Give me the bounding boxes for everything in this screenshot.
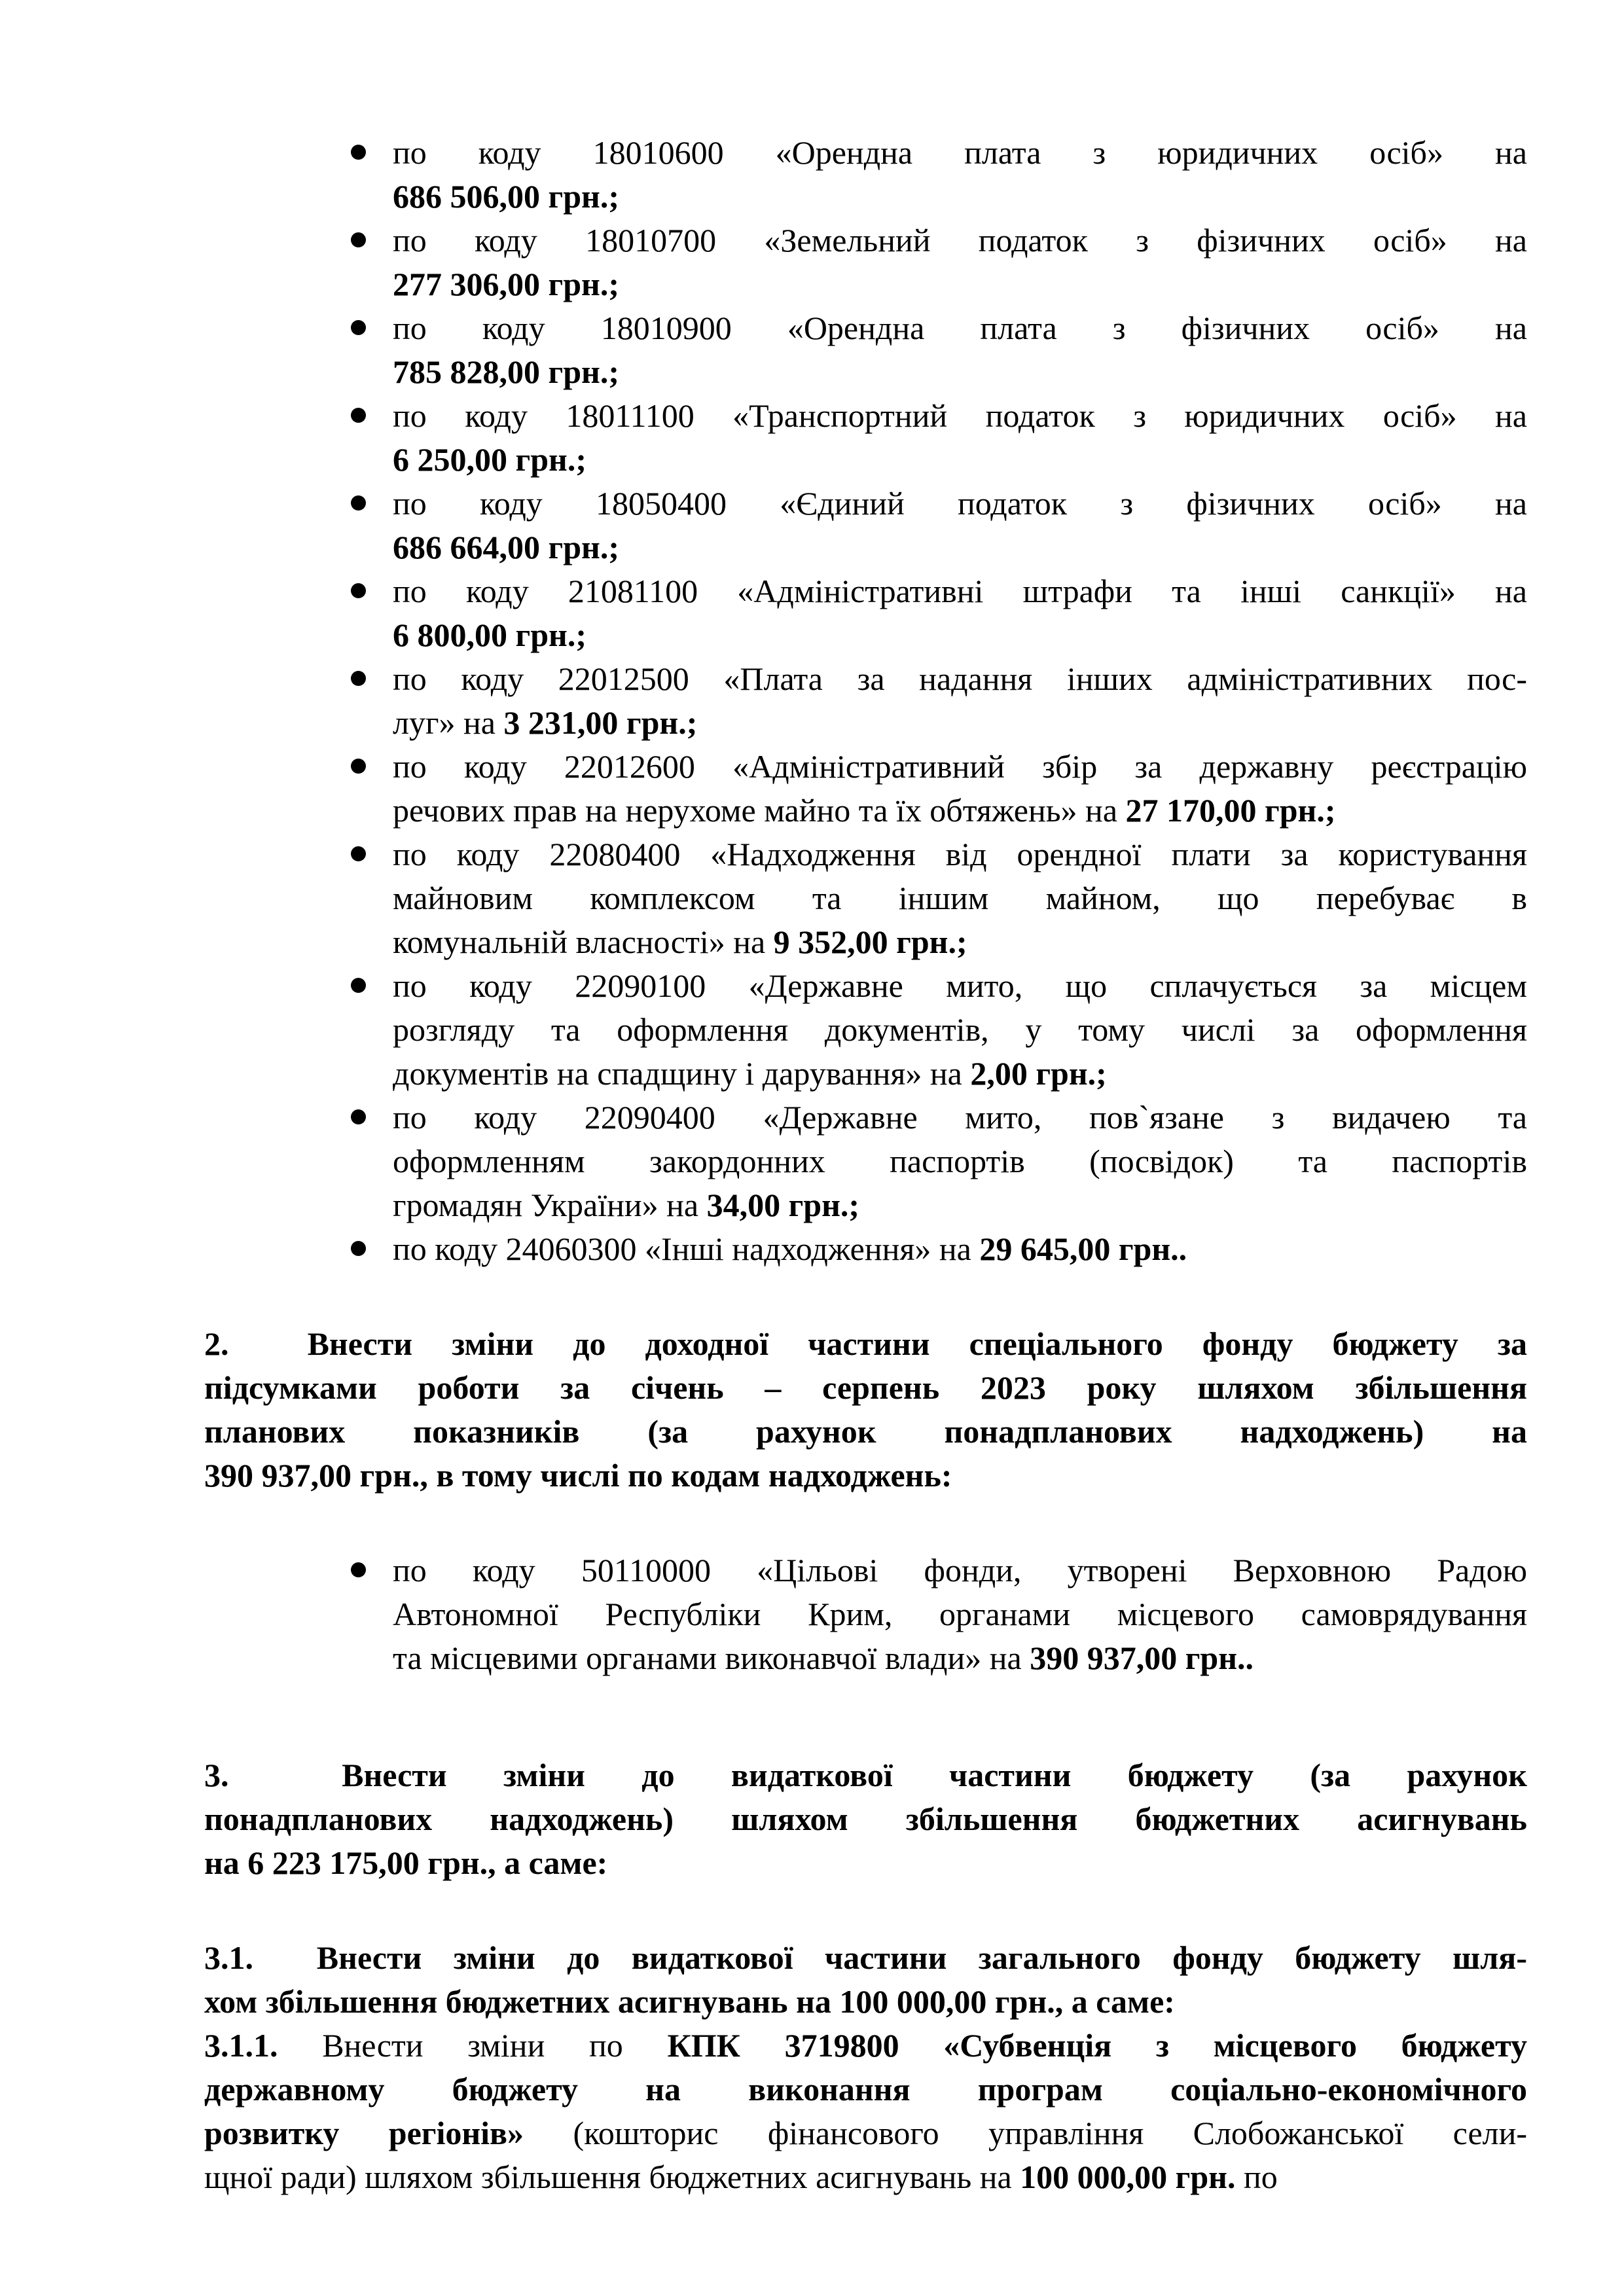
bullet-icon bbox=[351, 495, 366, 511]
paragraph bbox=[204, 2024, 1527, 2199]
text-line bbox=[393, 1139, 1527, 1183]
text-segment: по коду 22012500 «Плата за надання інших адміністративних пос- bbox=[393, 660, 1527, 697]
text-line bbox=[393, 657, 1527, 701]
text-segment: розгляду та оформлення документів, у тому числі за оформлення bbox=[393, 1011, 1527, 1048]
bold-text-segment: 27 170,00 грн.; bbox=[1125, 792, 1336, 829]
bullet-icon bbox=[351, 1562, 366, 1577]
text-segment: речових прав на нерухоме майно та їх обтяжень» на bbox=[393, 792, 1126, 829]
text-line bbox=[393, 1592, 1527, 1636]
text-line bbox=[204, 1980, 1527, 2024]
text-line bbox=[393, 350, 1527, 394]
text-segment: по коду 18010900 «Орендна плата з фізичних осіб» на bbox=[393, 310, 1527, 346]
text-line bbox=[393, 219, 1527, 262]
bold-text-segment: 785 828,00 грн.; bbox=[393, 353, 619, 390]
bullet-icon bbox=[351, 320, 366, 335]
text-segment: луг» на bbox=[393, 704, 504, 741]
text-segment: документів на спадщину і дарування» на bbox=[393, 1055, 971, 1092]
bold-text-segment: хом збільшення бюджетних асигнувань на 100 000,00 грн., а саме: bbox=[204, 1983, 1175, 2020]
text-segment: щної ради) шляхом збільшення бюджетних асигнувань на bbox=[204, 2159, 1020, 2195]
text-segment: (кошторис фінансового управління Слобожанської сели- bbox=[524, 2115, 1527, 2151]
bullet-icon bbox=[351, 978, 366, 993]
text-line bbox=[393, 876, 1527, 920]
bullet-item bbox=[204, 657, 1527, 745]
bullet-item bbox=[204, 833, 1527, 964]
bold-text-segment: 277 306,00 грн.; bbox=[393, 266, 619, 302]
bullet-icon bbox=[351, 1241, 366, 1256]
text-line bbox=[393, 833, 1527, 876]
text-line bbox=[393, 569, 1527, 613]
bullet-item bbox=[204, 306, 1527, 394]
text-line bbox=[393, 1008, 1527, 1052]
bold-text-segment: 3.1. Внести зміни до видаткової частини загального фонду бюджету шля- bbox=[204, 1939, 1527, 1976]
text-line bbox=[393, 482, 1527, 526]
bold-text-segment: 6 250,00 грн.; bbox=[393, 441, 586, 478]
bullet-icon bbox=[351, 145, 366, 160]
text-line bbox=[393, 394, 1527, 438]
text-line bbox=[393, 1096, 1527, 1139]
text-line bbox=[393, 789, 1527, 833]
bullet-item bbox=[204, 1227, 1527, 1271]
bold-text-segment: на 6 223 175,00 грн., а саме: bbox=[204, 1844, 608, 1881]
bullet-item bbox=[204, 394, 1527, 482]
bullet-item bbox=[204, 131, 1527, 219]
text-line bbox=[393, 262, 1527, 306]
text-line bbox=[393, 1636, 1527, 1680]
bold-text-segment: 390 937,00 грн.. bbox=[1030, 1640, 1254, 1676]
bold-text-segment: 9 352,00 грн.; bbox=[773, 924, 967, 960]
text-segment: по коду 22080400 «Надходження від орендної плати за користування bbox=[393, 836, 1527, 872]
text-segment: по коду 50110000 «Цільові фонди, утворені Верховною Радою bbox=[393, 1552, 1527, 1588]
text-line bbox=[204, 1454, 1527, 1498]
bullet-item bbox=[204, 964, 1527, 1096]
bold-text-segment: планових показників (за рахунок понадпланових надходжень) на bbox=[204, 1413, 1527, 1450]
bold-text-segment: 686 664,00 грн.; bbox=[393, 529, 619, 565]
bold-text-segment: 390 937,00 грн., в тому числі по кодам надходжень: bbox=[204, 1457, 952, 1494]
text-line bbox=[393, 306, 1527, 350]
text-line bbox=[393, 964, 1527, 1008]
bold-text-segment: 6 800,00 грн.; bbox=[393, 617, 586, 653]
text-line bbox=[204, 2068, 1527, 2111]
text-segment: по коду 18010700 «Земельний податок з фізичних осіб» на bbox=[393, 222, 1527, 259]
paragraph bbox=[204, 1322, 1527, 1498]
text-line bbox=[393, 1052, 1527, 1096]
text-line bbox=[204, 1797, 1527, 1841]
text-line bbox=[204, 2155, 1527, 2199]
text-line bbox=[393, 131, 1527, 175]
bold-text-segment: 686 506,00 грн.; bbox=[393, 178, 619, 215]
bold-text-segment: 2,00 грн.; bbox=[970, 1055, 1107, 1092]
bold-text-segment: 29 645,00 грн.. bbox=[979, 1230, 1187, 1267]
text-line bbox=[393, 701, 1527, 745]
text-segment: та місцевими органами виконавчої влади» на bbox=[393, 1640, 1030, 1676]
text-segment: по коду 22012600 «Адміністративний збір за державну реєстрацію bbox=[393, 748, 1527, 785]
text-segment: Внести зміни по bbox=[278, 2027, 668, 2064]
text-segment: по коду 22090100 «Державне мито, що сплачується за місцем bbox=[393, 967, 1527, 1004]
bullet-item bbox=[204, 482, 1527, 569]
bold-text-segment: 100 000,00 грн. bbox=[1020, 2159, 1236, 2195]
bold-text-segment: 3 231,00 грн.; bbox=[503, 704, 698, 741]
text-line bbox=[204, 1841, 1527, 1885]
text-line bbox=[393, 613, 1527, 657]
bullet-item bbox=[204, 745, 1527, 833]
bullet-icon bbox=[351, 759, 366, 774]
bullet-icon bbox=[351, 232, 366, 247]
bold-text-segment: державному бюджету на виконання програм соціально-економічного bbox=[204, 2071, 1527, 2108]
text-segment: по коду 24060300 «Інші надходження» на bbox=[393, 1230, 980, 1267]
bullet-item bbox=[204, 219, 1527, 306]
bold-text-segment: понадпланових надходжень) шляхом збільшення бюджетних асигнувань bbox=[204, 1801, 1527, 1837]
text-segment: комунальній власності» на bbox=[393, 924, 774, 960]
text-segment: по коду 22090400 «Державне мито, пов`язане з видачею та bbox=[393, 1099, 1527, 1136]
text-segment: громадян України» на bbox=[393, 1187, 707, 1223]
bold-text-segment: 3. Внести зміни до видаткової частини бюджету (за рахунок bbox=[204, 1757, 1527, 1793]
bold-text-segment: розвитку регіонів» bbox=[204, 2115, 524, 2151]
bullet-item bbox=[204, 569, 1527, 657]
text-line bbox=[204, 1322, 1527, 1366]
text-line bbox=[204, 1410, 1527, 1454]
bullet-icon bbox=[351, 408, 366, 423]
bullet-icon bbox=[351, 583, 366, 598]
text-line bbox=[204, 1936, 1527, 1980]
bullet-icon bbox=[351, 1109, 366, 1124]
text-line bbox=[393, 175, 1527, 219]
text-line bbox=[393, 1227, 1527, 1271]
text-line bbox=[204, 2111, 1527, 2155]
bold-text-segment: 3.1.1. bbox=[204, 2027, 278, 2064]
bullet-item bbox=[204, 1549, 1527, 1680]
text-line bbox=[393, 438, 1527, 482]
bold-text-segment: підсумками роботи за січень – серпень 2023 року шляхом збільшення bbox=[204, 1369, 1527, 1406]
paragraph bbox=[204, 1753, 1527, 1885]
text-line bbox=[393, 920, 1527, 964]
text-line bbox=[204, 2024, 1527, 2068]
text-segment: оформленням закордонних паспортів (посвідок) та паспортів bbox=[393, 1143, 1527, 1179]
bold-text-segment: 34,00 грн.; bbox=[706, 1187, 860, 1223]
text-line bbox=[204, 1753, 1527, 1797]
text-segment: по коду 18011100 «Транспортний податок з юридичних осіб» на bbox=[393, 397, 1527, 434]
text-segment: майновим комплексом та іншим майном, що перебуває в bbox=[393, 880, 1527, 916]
paragraph bbox=[204, 1936, 1527, 2024]
text-line bbox=[204, 1366, 1527, 1410]
text-segment: по коду 21081100 «Адміністративні штрафи та інші санкції» на bbox=[393, 573, 1527, 609]
text-line bbox=[393, 1183, 1527, 1227]
bullet-item bbox=[204, 1096, 1527, 1227]
text-segment: Автономної Республіки Крим, органами місцевого самоврядування bbox=[393, 1596, 1527, 1632]
bullet-icon bbox=[351, 671, 366, 686]
text-line bbox=[393, 1549, 1527, 1592]
document-content bbox=[204, 131, 1527, 2199]
text-segment: по bbox=[1235, 2159, 1278, 2195]
text-segment: по коду 18010600 «Орендна плата з юридичних осіб» на bbox=[393, 134, 1527, 171]
bold-text-segment: КПК 3719800 «Субвенція з місцевого бюджету bbox=[667, 2027, 1527, 2064]
text-line bbox=[393, 526, 1527, 569]
bullet-icon bbox=[351, 846, 366, 861]
text-line bbox=[393, 745, 1527, 789]
bold-text-segment: 2. Внести зміни до доходної частини спеціального фонду бюджету за bbox=[204, 1325, 1527, 1362]
text-segment: по коду 18050400 «Єдиний податок з фізичних осіб» на bbox=[393, 485, 1527, 522]
